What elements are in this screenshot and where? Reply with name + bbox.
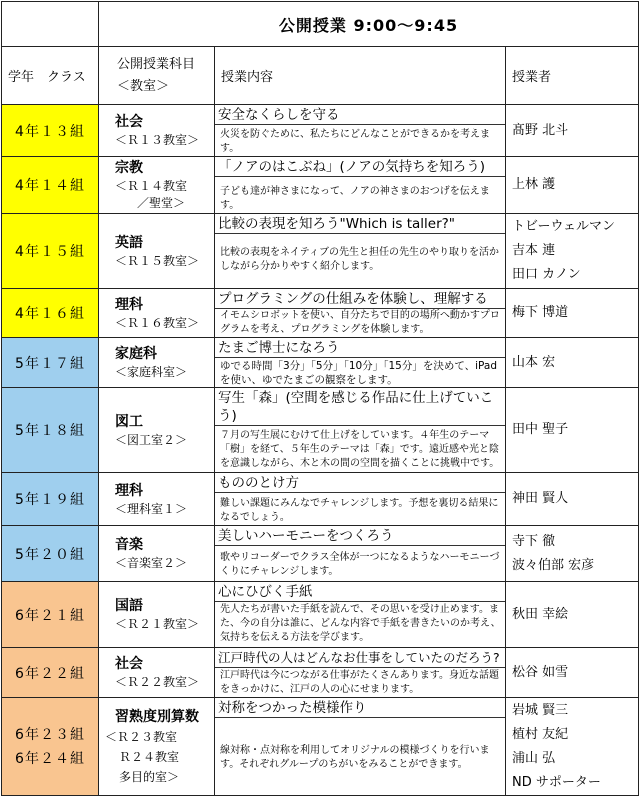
teacher-name: 田中 聖子 (512, 422, 569, 437)
table-row (2, 289, 639, 338)
room-name: ＜Ｒ１４教室 (115, 179, 188, 193)
teacher-cell (506, 473, 639, 526)
grade-cell: 5年２０組 (2, 526, 99, 582)
lesson-description: ゆでる時間「3分」「5分」「10分」「15分」を決めて、iPadを使い、ゆでたまごの観察をします。 (220, 360, 497, 386)
header-subject-text: 公開授業科目＜教室＞ (117, 56, 196, 94)
lesson-theme: 安全なくらしを守る (215, 106, 505, 125)
table-row (2, 388, 639, 473)
lesson-description: 火災を防ぐために、私たちにどんなことができるかを考えます。 (220, 129, 490, 154)
grade-cell: 6年２１組 (2, 582, 99, 648)
subject-cell (99, 388, 215, 473)
lesson-theme: 美しいハーモニーをつくろう (215, 527, 505, 546)
lesson-description: 難しい課題にみんなでチャレンジします。予想を裏切る結果になるでしょう。 (220, 498, 499, 523)
grade-cell: 4年１５組 (2, 214, 99, 289)
lesson-description: 比較の表現をネイティブの先生と担任の先生のやり取りを活かしながら分かりやすく紹介します。 (220, 247, 499, 272)
subject-cell (99, 473, 215, 526)
header-grade: 学年 クラス (2, 47, 99, 105)
table-row (2, 473, 639, 526)
teacher-name: 吉本 連 (512, 243, 556, 258)
lesson-theme: 比較の表現を知ろう"Which is taller?" (215, 215, 505, 234)
grade-cell: 6年２２組 (2, 648, 99, 698)
lesson-theme: 江戸時代の人はどんなお仕事をしていたのだろう? (215, 649, 505, 668)
room-name: ＜Ｒ２１教室＞ (115, 617, 200, 631)
room-name: ＜Ｒ１５教室＞ (115, 253, 200, 268)
table-row (2, 582, 639, 648)
lesson-description: ７月の写生展にむけて仕上げをしています。４年生のテーマ「樹」を経て、５年生のテーマは「森」です。遠近感や光と陰を意識しながら、木と木の間の空間を描くことに挑戦中です。 (220, 430, 500, 469)
header-content: 授業内容 (215, 47, 506, 105)
teacher-name: 田口 カノン (512, 267, 581, 282)
content-cell (215, 289, 506, 338)
teacher-cell (506, 648, 639, 698)
teacher-cell (506, 105, 639, 157)
room-name: ＜図工室２＞ (115, 432, 188, 447)
room-name-2: Ｒ２４教室 (119, 749, 180, 764)
subject-cell (99, 157, 215, 214)
content-cell (215, 338, 506, 388)
room-name: ＜Ｒ１６教室＞ (115, 315, 200, 330)
subject-name: 宗教 (115, 160, 143, 176)
room-name: ＜Ｒ２２教室＞ (115, 675, 200, 689)
room-name: ＜Ｒ１３教室＞ (115, 133, 200, 147)
page-title: 公開授業 9:00〜9:45 (99, 2, 639, 47)
teacher-name: 寺下 徹 (512, 533, 556, 549)
teacher-name: 植村 友紀 (512, 726, 569, 742)
table-row (2, 338, 639, 388)
teacher-name: 岩城 賢三 (512, 702, 569, 718)
teacher-cell (506, 157, 639, 214)
content-cell (215, 648, 506, 698)
blank-corner-cell (2, 2, 99, 47)
content-cell (215, 388, 506, 473)
header-teacher: 授業者 (506, 47, 639, 105)
grade-label-2: 6年２４組 (15, 750, 85, 767)
subject-name: 家庭科 (115, 346, 157, 362)
subject-cell (99, 582, 215, 648)
subject-name: 習熟度別算数 (115, 708, 199, 725)
lesson-theme: 心にひびく手紙 (215, 583, 505, 602)
lesson-theme: たまご博士になろう (215, 339, 505, 358)
teacher-name: 上林 護 (512, 177, 556, 192)
content-cell (215, 214, 506, 289)
grade-cell: 4年１３組 (2, 105, 99, 157)
subject-cell (99, 214, 215, 289)
content-cell (215, 105, 506, 157)
subject-cell (99, 289, 215, 338)
teacher-name: 松谷 如雪 (512, 664, 569, 680)
teacher-name: 梅下 博道 (512, 305, 569, 320)
room-name: ＜理科室１＞ (115, 501, 188, 516)
lesson-description: 線対称・点対称を利用してオリジナルの模様づくりを行います。それぞれグループのちがいをみることができます。 (220, 745, 490, 770)
lesson-theme: 写生「森」(空間を感じる作品に仕上げていこう) (215, 389, 505, 426)
lesson-theme: 「ノアのはこぶね」(ノアの気持ちを知ろう) (215, 158, 505, 177)
table-row (2, 157, 639, 214)
teacher-cell (506, 289, 639, 338)
teacher-name: 秋田 幸絵 (512, 606, 569, 622)
content-cell (215, 582, 506, 648)
table-row (2, 648, 639, 698)
content-cell (215, 157, 506, 214)
subject-cell (99, 338, 215, 388)
teacher-cell (506, 214, 639, 289)
teacher-name: トビーウェルマン (512, 219, 615, 234)
subject-cell (99, 105, 215, 157)
grade-cell: 5年１８組 (2, 388, 99, 473)
table-row (2, 105, 639, 157)
subject-name: 図工 (115, 413, 143, 430)
grade-cell: 5年１７組 (2, 338, 99, 388)
subject-name: 英語 (115, 234, 143, 251)
subject-name: 社会 (115, 114, 143, 130)
teacher-name: ND サポーター (512, 774, 601, 790)
subject-name: 音楽 (115, 537, 143, 553)
lesson-description: 先人たちが書いた手紙を読んで、その思いを受け止めます。また、今の自分は誰に、どんな内容で手紙を書きたいのか考え、気持ちを伝える方法を学びます。 (220, 604, 501, 643)
room-name: ＜音楽室２＞ (115, 556, 188, 570)
room-name: ＜家庭科室＞ (115, 365, 188, 379)
open-class-table (1, 1, 639, 796)
room-name: ＜Ｒ２３教室 (105, 729, 178, 744)
lesson-theme: 対称をつかった模様作り (215, 699, 505, 718)
grade-cell: 4年１４組 (2, 157, 99, 214)
room-name-2: ／聖堂＞ (137, 196, 186, 210)
subject-cell (99, 526, 215, 582)
room-name-3: 多目的室＞ (119, 769, 180, 784)
lesson-description: 江戸時代は今につながる仕事がたくさんあります。身近な話題をきっかけに、江戸の人の心にせまります。 (220, 670, 499, 695)
subject-name: 社会 (115, 656, 143, 672)
title-row (2, 2, 639, 47)
lesson-description: イモムシロボットを使い、自分たちで目的の場所へ動かすプログラムを考え、プログラミングを体験します。 (220, 310, 500, 335)
teacher-name: 髙野 北斗 (512, 122, 569, 138)
lesson-description: 子ども達が神さまになって、ノアの神さまのおつげを伝えます。 (220, 186, 490, 211)
header-row (2, 47, 639, 105)
teacher-name: 神田 賢人 (512, 491, 569, 506)
grade-cell: 4年１６組 (2, 289, 99, 338)
teacher-name: 波々伯部 宏彦 (512, 557, 595, 573)
teacher-cell (506, 526, 639, 582)
lesson-theme: プログラミングの仕組みを体験し、理解する (215, 290, 505, 309)
teacher-cell (506, 338, 639, 388)
subject-name: 理科 (115, 482, 143, 499)
table-row (2, 214, 639, 289)
table-row (2, 526, 639, 582)
grade-label: 6年２３組 (15, 726, 85, 743)
subject-name: 理科 (115, 296, 143, 313)
subject-cell (99, 648, 215, 698)
header-subject (99, 47, 215, 105)
lesson-theme: もののとけ方 (215, 474, 505, 493)
subject-name: 国語 (115, 598, 143, 614)
teacher-cell (506, 582, 639, 648)
content-cell (215, 473, 506, 526)
lesson-description: 歌やリコーダーでクラス全体が一つになるようなハーモニーづくりにチャレンジします。 (220, 552, 500, 577)
content-cell (215, 526, 506, 582)
teacher-name: 浦山 弘 (512, 750, 556, 766)
teacher-cell (506, 388, 639, 473)
teacher-name: 山本 宏 (512, 354, 556, 370)
grade-cell: 5年１９組 (2, 473, 99, 526)
